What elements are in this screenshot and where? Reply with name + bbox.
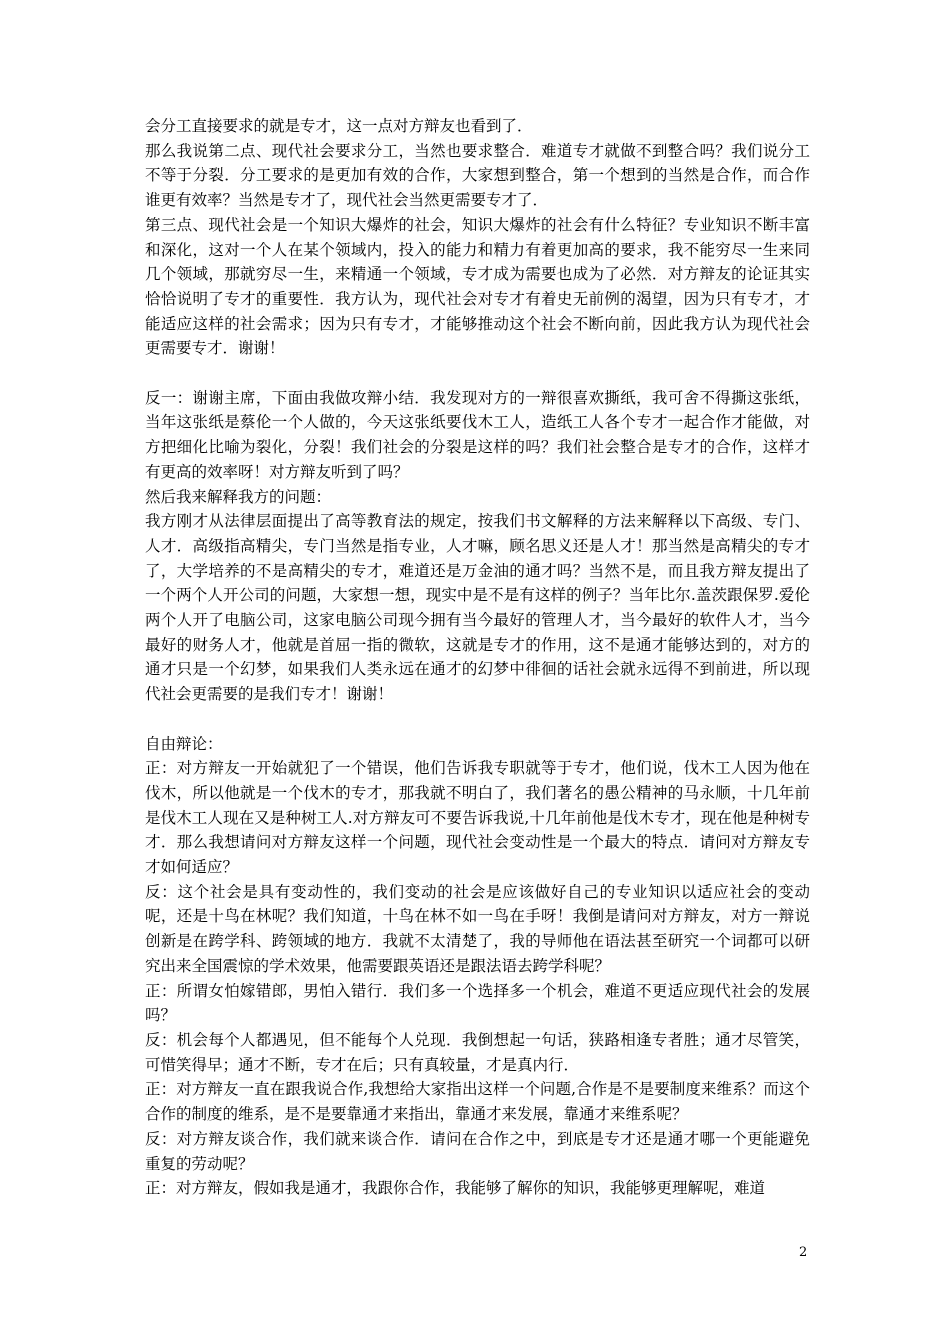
paragraph: 那么我说第二点、现代社会要求分工，当然也要求整合．难道专才就做不到整合吗？我们说分工不等于分裂．分工要求的是更加有效的合作，大家想到整合，第一个想到的当然是合作，而合作谁更有效率？当然是专才了，现代社会当然更需要专才了．: [145, 141, 810, 210]
paragraph: 正：对方辩友一直在跟我说合作,我想给大家指出这样一个问题,合作是不是要制度来维系？而这个合作的制度的维系，是不是要靠通才来指出，靠通才来发展，靠通才来维系呢？: [145, 1080, 810, 1124]
paragraph: 我方刚才从法律层面提出了高等教育法的规定，按我们书文解释的方法来解释以下高级、专门、人才．高级指高精尖，专门当然是指专业，人才嘛，顾名思义还是人才！那当然是高精尖的专才了，大学培养的不是高精尖的专才，难道还是万金油的通才吗？当然不是，而且我方辩友提出了一个两个人开公司的问题，大家想一想，现实中是不是有这样的例子？当年比尔.盖茨跟保罗.爱伦两个人开了电脑公司，这家电脑公司现今拥有当今最好的管理人才，当今最好的软件人才，当今最好的财务人才，他就是首屈一指的微软，这就是专才的作用，这不是通才能够达到的，对方的通才只是一个幻梦，如果我们人类永远在通才的幻梦中徘徊的话社会就永远得不到前进，所以现代社会更需要的是我们专才！谢谢！: [145, 512, 810, 704]
paragraph: 第三点、现代社会是一个知识大爆炸的社会，知识大爆炸的社会有什么特征？专业知识不断丰富和深化，这对一个人在某个领域内，投入的能力和精力有着更加高的要求，我不能穷尽一生来同几个领域，那就穷尽一生，来精通一个领域，专才成为需要也成为了必然．对方辩友的论证其实恰恰说明了专才的重要性．我方认为，现代社会对专才有着史无前例的渴望，因为只有专才，才能适应这样的社会需求；因为只有专才，才能够推动这个社会不断向前，因此我方认为现代社会更需要专才．谢谢！: [145, 215, 810, 358]
blank-line: [145, 707, 810, 732]
paragraph: 反：对方辩友谈合作，我们就来谈合作．请问在合作之中，到底是专才还是通才哪一个更能避免重复的劳动呢？: [145, 1129, 810, 1173]
paragraph: 会分工直接要求的就是专才，这一点对方辩友也看到了．: [145, 117, 533, 135]
blank-line: [145, 361, 810, 386]
section-heading: 自由辩论：: [145, 734, 223, 753]
paragraph: 反：机会每个人都遇见，但不能每个人兑现．我倒想起一句话，狭路相逢专者胜；通才尽管笑，可惜笑得早；通才不断，专才在后；只有真较量，才是真内行．: [145, 1030, 810, 1074]
page-number: 2: [799, 1245, 808, 1260]
paragraph: 正：所谓女怕嫁错郎，男怕入错行．我们多一个选择多一个机会，难道不更适应现代社会的发展吗？: [145, 981, 810, 1025]
paragraph: 反一：谢谢主席，下面由我做攻辩小结．我发现对方的一辩很喜欢撕纸，我可舍不得撕这张纸，当年这张纸是蔡伦一个人做的，今天这张纸要伐木工人，造纸工人各个专才一起合作才能做，对方把细化比喻为裂化，分裂！我们社会的分裂是这样的吗？我们社会整合是专才的合作，这样才有更高的效率呀！对方辩友听到了吗？: [145, 388, 810, 481]
paragraph: 正：对方辩友一开始就犯了一个错误，他们告诉我专职就等于专才，他们说，伐木工人因为他在伐木，所以他就是一个伐木的专才，那我就不明白了，我们著名的愚公精神的马永顺，十几年前是伐木工人现在又是种树工人.对方辩友可不要告诉我说,十几年前他是伐木专才，现在他是种树专才．那么我想请问对方辩友这样一个问题，现代社会变动性是一个最大的特点．请问对方辩友专才如何适应？: [145, 759, 810, 877]
paragraph: 反：这个社会是具有变动性的，我们变动的社会是应该做好自己的专业知识以适应社会的变动呢，还是十鸟在林呢？我们知道，十鸟在林不如一鸟在手呀！我倒是请问对方辩友，对方一辩说创新是在跨学科、跨领域的地方．我就不太清楚了，我的导师他在语法甚至研究一个词都可以研究出来全国震惊的学术效果，他需要跟英语还是跟法语去跨学科呢？: [145, 882, 810, 975]
paragraph: 然后我来解释我方的问题：: [145, 487, 332, 506]
paragraph: 正：对方辩友，假如我是通才，我跟你合作，我能够了解你的知识，我能够更理解呢，难道: [145, 1179, 766, 1198]
document-body: [145, 114, 810, 1201]
